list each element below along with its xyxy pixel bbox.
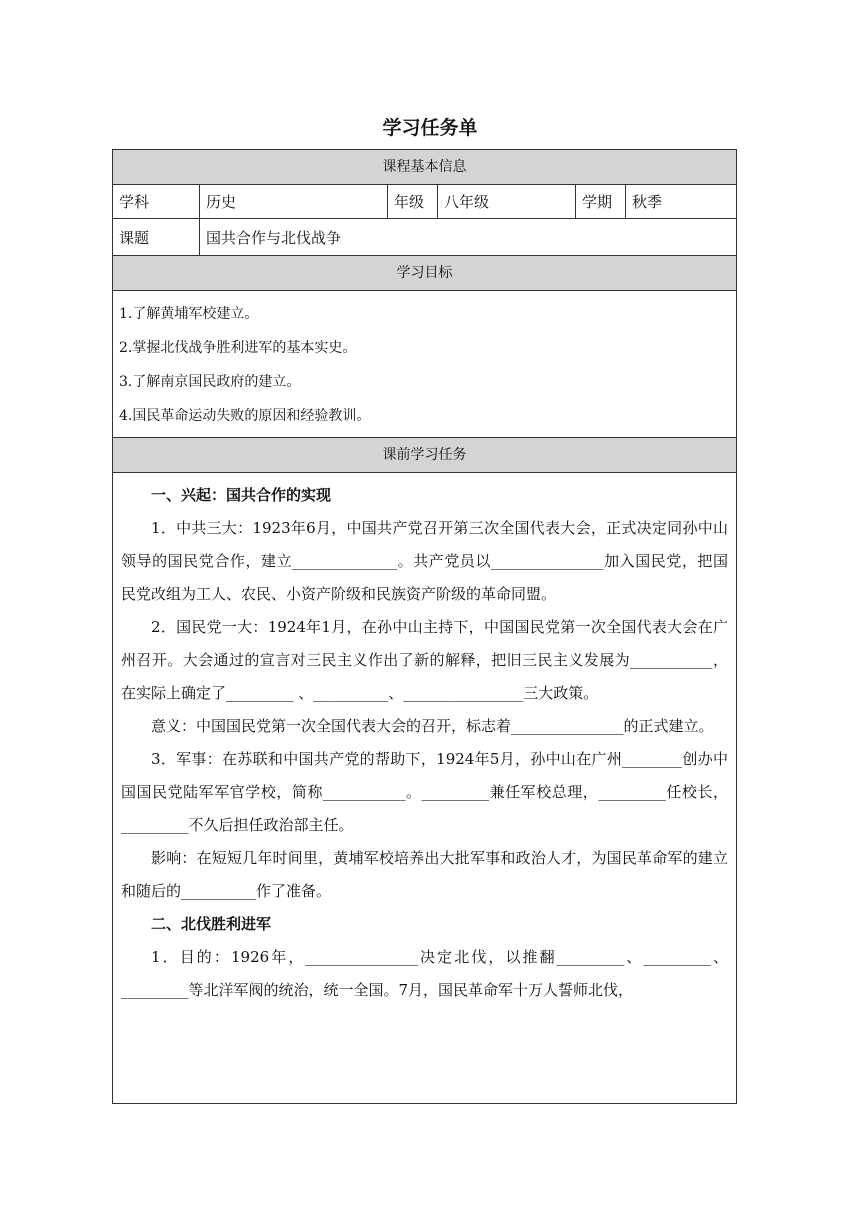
- info-row-topic: [113, 219, 736, 256]
- topic-label: 课题: [113, 219, 200, 255]
- paragraph-third-congress: 1．中共三大：1923年6月，中国共产党召开第三次全国代表大会，正式决定同孙中山领导的国民党合作，建立______________。共产党员以_______________加入国民党，把国民党改组为工人、农民、小资产阶级和民族资产阶级的革命同盟。: [121, 519, 728, 603]
- paragraph-purpose: 1．目的：1926年，_______________决定北伐，以推翻_________、_________、_________等北洋军阀的统治，统一全国。7月，国民革命军十万人誓师北伐，: [121, 948, 728, 999]
- goal-item: 1.了解黄埔军校建立。: [119, 306, 259, 322]
- heading-northern-expedition: 二、北伐胜利进军: [151, 915, 272, 933]
- goals-list: [113, 291, 736, 438]
- topic-value: 国共合作与北伐战争: [206, 228, 342, 247]
- goal-item: 4.国民革命运动失败的原因和经验教训。: [119, 408, 371, 424]
- heading-cooperation: 一、兴起：国共合作的实现: [151, 486, 332, 504]
- grade-label: 年级: [388, 185, 438, 218]
- paragraph-influence: 影响：在短短几年时间里，黄埔军校培养出大批军事和政治人才，为国民革命军的建立和随后的__________作了准备。: [121, 849, 728, 900]
- goal-item: 2.掌握北伐战争胜利进军的基本实史。: [119, 340, 357, 356]
- subject-label: 学科: [113, 185, 200, 218]
- paragraph-military: 3．军事：在苏联和中国共产党的帮助下，1924年5月，孙中山在广州________创办中国国民党陆军军官学校，简称___________。_________兼任军校总理，_________任校长，_________不久后担任政治部主任。: [121, 750, 728, 834]
- subject-value: 历史: [200, 185, 388, 218]
- page-title: 学习任务单: [382, 117, 478, 139]
- task-content: [113, 473, 736, 1007]
- paragraph-first-kmt-congress: 2．国民党一大：1924年1月，在孙中山主持下，中国国民党第一次全国代表大会在广州召开。大会通过的宣言对三民主义作出了新的解释，把旧三民主义发展为___________，在实际上确定了_________ 、__________、________________三大政策。: [121, 618, 728, 702]
- grade-value: 八年级: [438, 185, 576, 218]
- section-header-basic-info: 课程基本信息: [113, 150, 736, 185]
- section-header-goals: 学习目标: [113, 256, 736, 291]
- goal-item: 3.了解南京国民政府的建立。: [119, 374, 301, 390]
- info-row-subject: [113, 185, 736, 219]
- paragraph-significance: 意义：中国国民党第一次全国代表大会的召开，标志着_______________的正式建立。: [151, 717, 714, 735]
- term-value: 秋季: [632, 193, 663, 211]
- section-header-tasks: 课前学习任务: [113, 438, 736, 473]
- term-label: 学期: [576, 185, 626, 218]
- task-sheet-table: [112, 149, 737, 1104]
